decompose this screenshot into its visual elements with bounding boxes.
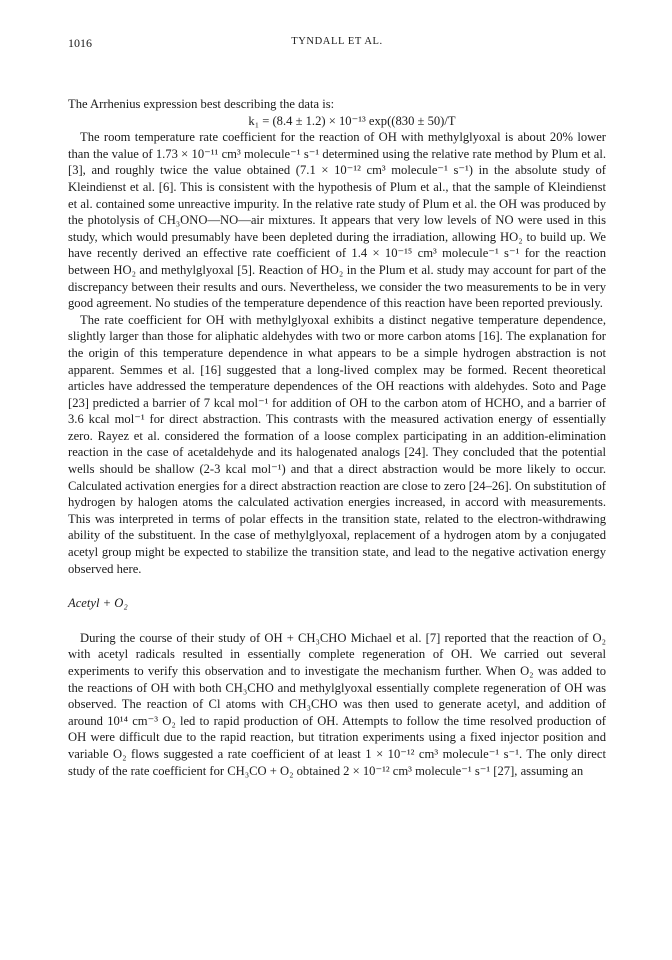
section-heading-acetyl-o2: Acetyl + O₂ xyxy=(68,596,128,611)
page-number: 1016 xyxy=(68,36,92,50)
running-header xyxy=(68,36,606,52)
running-title: TYNDALL ET AL. xyxy=(291,36,383,47)
arrhenius-equation: k₁ = (8.4 ± 1.2) × 10⁻¹³ exp((830 ± 50)/T xyxy=(248,113,456,128)
paragraph-room-temperature: The room temperature rate coefficient for the reaction of OH with methylglyoxal is about 20% lower than the value of 1.73 × 10⁻¹¹ cm³ molecule⁻¹ s⁻¹ determined using the relative rate method by Plum et al. [3], and roughly twice the value obtained (7.1 × 10⁻¹² cm³ molecule⁻¹ s⁻¹) in the absolute study of Kleindienst et al. [6]. This is consistent with the hypothesis of Plum et al., that the sample of Kleindienst et al. contained some unreactive impurity. In the relative rate study of Plum et al. the OH was produced by the photolysis of CH₃ONO—NO—air mixtures. It appears that very low levels of NO were used in this study, which would presumably have been depleted during the irradiation, allowing HO₂ to build up. We have recently derived an effective rate coefficient of 1.4 × 10⁻¹⁵ cm³ molecule⁻¹ s⁻¹ for the reaction between HO₂ and methylglyoxal [5]. Reaction of HO₂ in the Plum et al. study may account for part of the discrepancy between their results and ours. Nevertheless, we consider the two measurements to be in very good agreement. No studies of the temperature dependence of this reaction have been reported previously. xyxy=(68,130,606,311)
paragraph-acetyl-o2: During the course of their study of OH + CH₃CHO Michael et al. [7] reported that the reaction of O₂ with acetyl radicals resulted in essentially complete regeneration of OH. We carried out several experiments to verify this observation and to investigate the mechanism further. When O₂ was added to the reactions of OH with both CH₃CHO and methylglyoxal essentially complete regeneration of OH was observed. The reaction of Cl atoms with CH₃CHO was then used to generate acetyl, and addition of around 10¹⁴ cm⁻³ O₂ led to rapid production of OH. Attempts to follow the time resolved production of OH were difficult due to the rapid reaction, but titration experiments using a fixed injector position and variable O₂ flows suggested a rate coefficient of at least 1 × 10⁻¹² cm³ molecule⁻¹ s⁻¹. The only direct study of the rate coefficient for CH₃CO + O₂ obtained 2 × 10⁻¹² cm³ molecule⁻¹ s⁻¹ [27], assuming an xyxy=(68,630,606,778)
body-text xyxy=(68,96,606,779)
equation-intro: The Arrhenius expression best describing the data is: xyxy=(68,97,335,111)
paragraph-temperature-dependence: The rate coefficient for OH with methylglyoxal exhibits a distinct negative temperature dependence, slightly larger than those for aliphatic aldehydes with two or more carbon atoms [16]. The explanation for the origin of this temperature dependence in what appears to be a simple hydrogen abstraction is not apparent. Semmes et al. [16] suggested that a long-lived complex may be formed. Recent theoretical articles have addressed the temperature dependences of the OH reactions with aldehydes. Soto and Page [23] predicted a barrier of 7 kcal mol⁻¹ for addition of OH to the carbon atom of HCHO, and a barrier of 3.6 kcal mol⁻¹ for direct abstraction. This contrasts with the measured activation energy of essentially zero. Rayez et al. considered the formation of a loose complex participating in an addition-elimination reaction in the case of acetaldehyde and its halogenated analogs [24]. They concluded that the potential wells should be shallow (2-3 kcal mol⁻¹) and that a direct abstraction would be more likely to occur. Calculated activation energies for a direct abstraction reaction are close to zero [24–26]. On substitution of hydrogen by halogen atoms the calculated activation energies increased, in accord with measurements. This was interpreted in terms of polar effects in the transition state, related to the electron-withdrawing ability of the substituent. In the case of methylglyoxal, replacement of a hydrogen atom by a conjugated acetyl group might be expected to stabilize the transition state, and lead to the negative activation energy observed here. xyxy=(68,312,606,576)
